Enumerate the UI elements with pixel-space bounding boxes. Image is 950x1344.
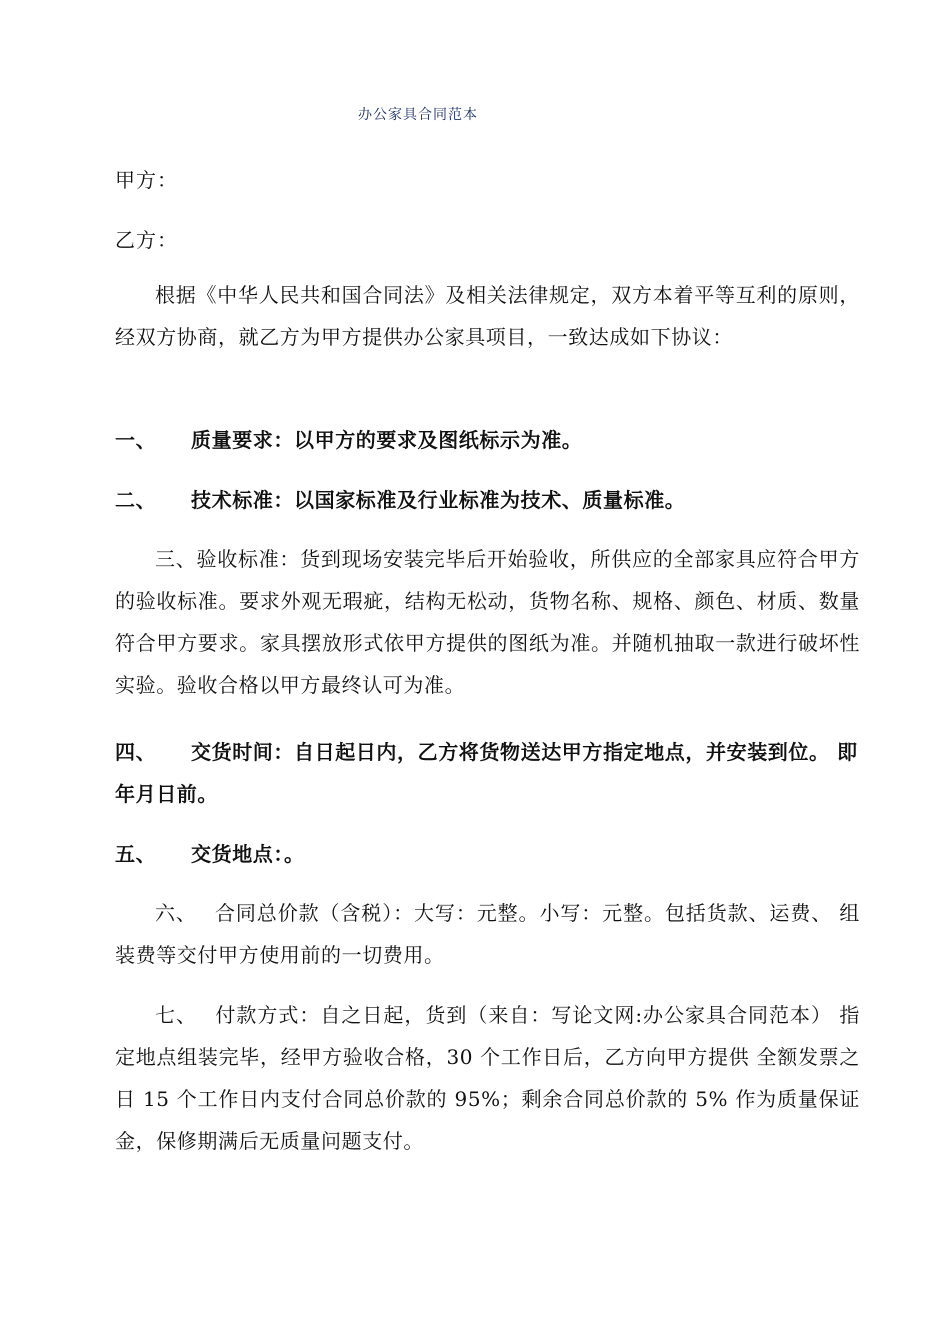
clause-4 (115, 731, 860, 815)
intro-paragraph: 根据《中华人民共和国合同法》及相关法律规定，双方本着平等互利的原则，经双方协商，就乙方为甲方提供办公家具项目，一致达成如下协议： (115, 283, 860, 349)
party-b-label: 乙方： (115, 228, 178, 252)
clause-7: 七、 付款方式：自之日起，货到（来自：写论文网:办公家具合同范本） 指定地点组装完毕，经甲方验收合格，30 个工作日后，乙方向甲方提供 全额发票之日 15 个工作日内支付合同总价款的 95%；剩余合同总价款的 5% 作为质量保证金，保修期满后无质量问题支付。 (115, 1003, 860, 1153)
clause-number: 四、 (115, 740, 157, 764)
clause-text: 交货地点：。 (191, 842, 305, 866)
clause-number: 二、 (115, 488, 157, 512)
clause-5 (115, 833, 860, 875)
clause-text: 交货时间：自日起日内，乙方将货物送达甲方指定地点，并安装到位。 即年月日前。 (115, 740, 858, 806)
clause-6: 六、 合同总价款（含税）：大写：元整。小写：元整。包括货款、运费、 组装费等交付甲方使用前的一切费用。 (115, 901, 860, 967)
clause-3: 三、验收标准：货到现场安装完毕后开始验收，所供应的全部家具应符合甲方的验收标准。要求外观无瑕疵，结构无松动，货物名称、规格、颜色、材质、数量符合甲方要求。家具摆放形式依甲方提供的图纸为准。并随机抽取一款进行破坏性实验。验收合格以甲方最终认可为准。 (115, 547, 860, 697)
clause-2 (115, 479, 860, 521)
clause-number: 五、 (115, 842, 157, 866)
clause-text: 技术标准：以国家标准及行业标准为技术、质量标准。 (191, 488, 686, 512)
clause-text: 质量要求：以甲方的要求及图纸标示为准。 (191, 428, 583, 452)
clause-1 (115, 419, 860, 461)
party-a-label: 甲方： (115, 168, 178, 192)
clause-number: 一、 (115, 428, 157, 452)
document-title: 办公家具合同范本 (358, 107, 478, 123)
